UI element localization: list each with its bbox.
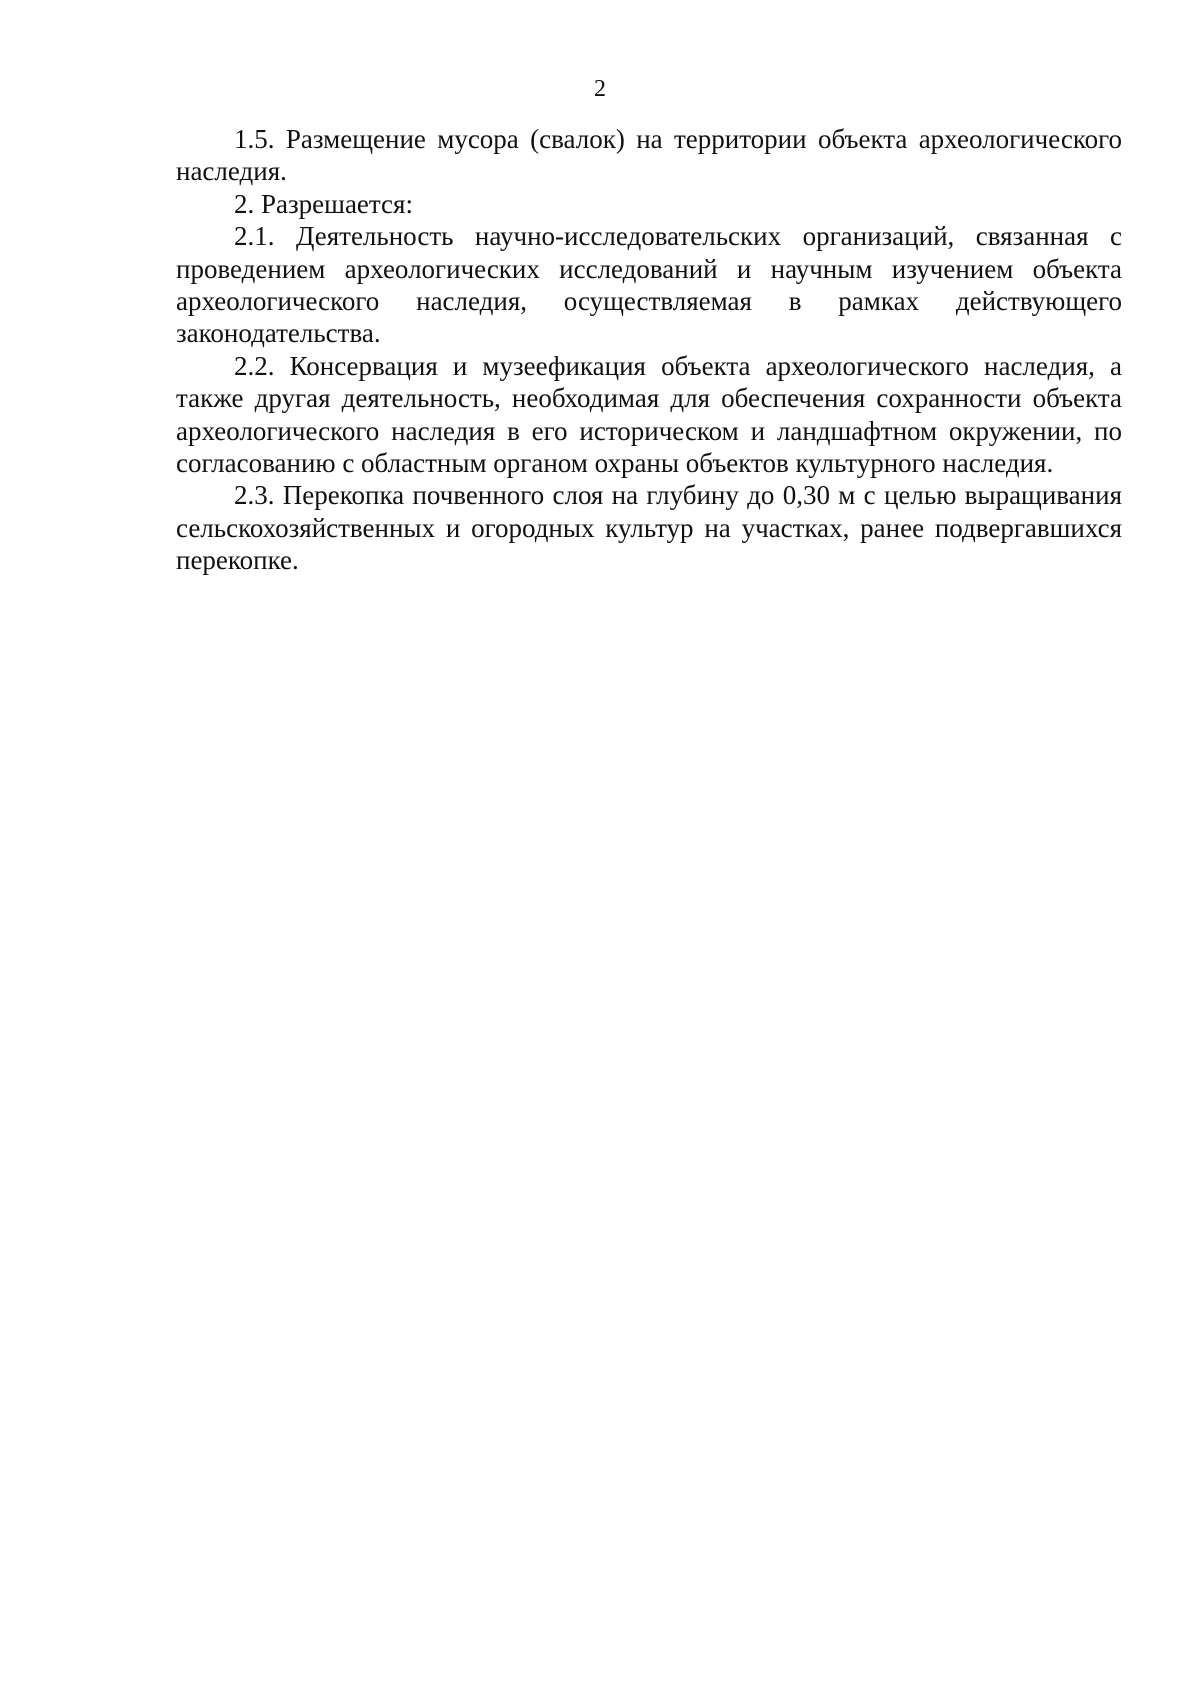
document-body	[176, 123, 1122, 577]
paragraph-2-1: 2.1. Деятельность научно-исследовательских организаций, связанная с проведением археологических исследований и научным изучением объекта археологического наследия, осуществляемая в рамках действующего законодательства.	[176, 221, 1122, 349]
paragraph-2-heading: 2. Разрешается:	[234, 188, 413, 219]
page-number: 2	[594, 76, 606, 102]
paragraph-2-2: 2.2. Консервация и музеефикация объекта археологического наследия, а также другая деятельность, необходимая для обеспечения сохранности объекта археологического наследия в его историческом и ландшафтном окружении, по согласованию с областным органом охраны объектов культурного наследия.	[176, 350, 1122, 479]
paragraph-2-3: 2.3. Перекопка почвенного слоя на глубину до 0,30 м с целью выращивания сельскохозяйственных и огородных культур на участках, ранее подвергавшихся перекопке.	[176, 480, 1122, 576]
paragraph-1-5: 1.5. Размещение мусора (свалок) на территории объекта археологического наследия.	[176, 124, 1122, 187]
